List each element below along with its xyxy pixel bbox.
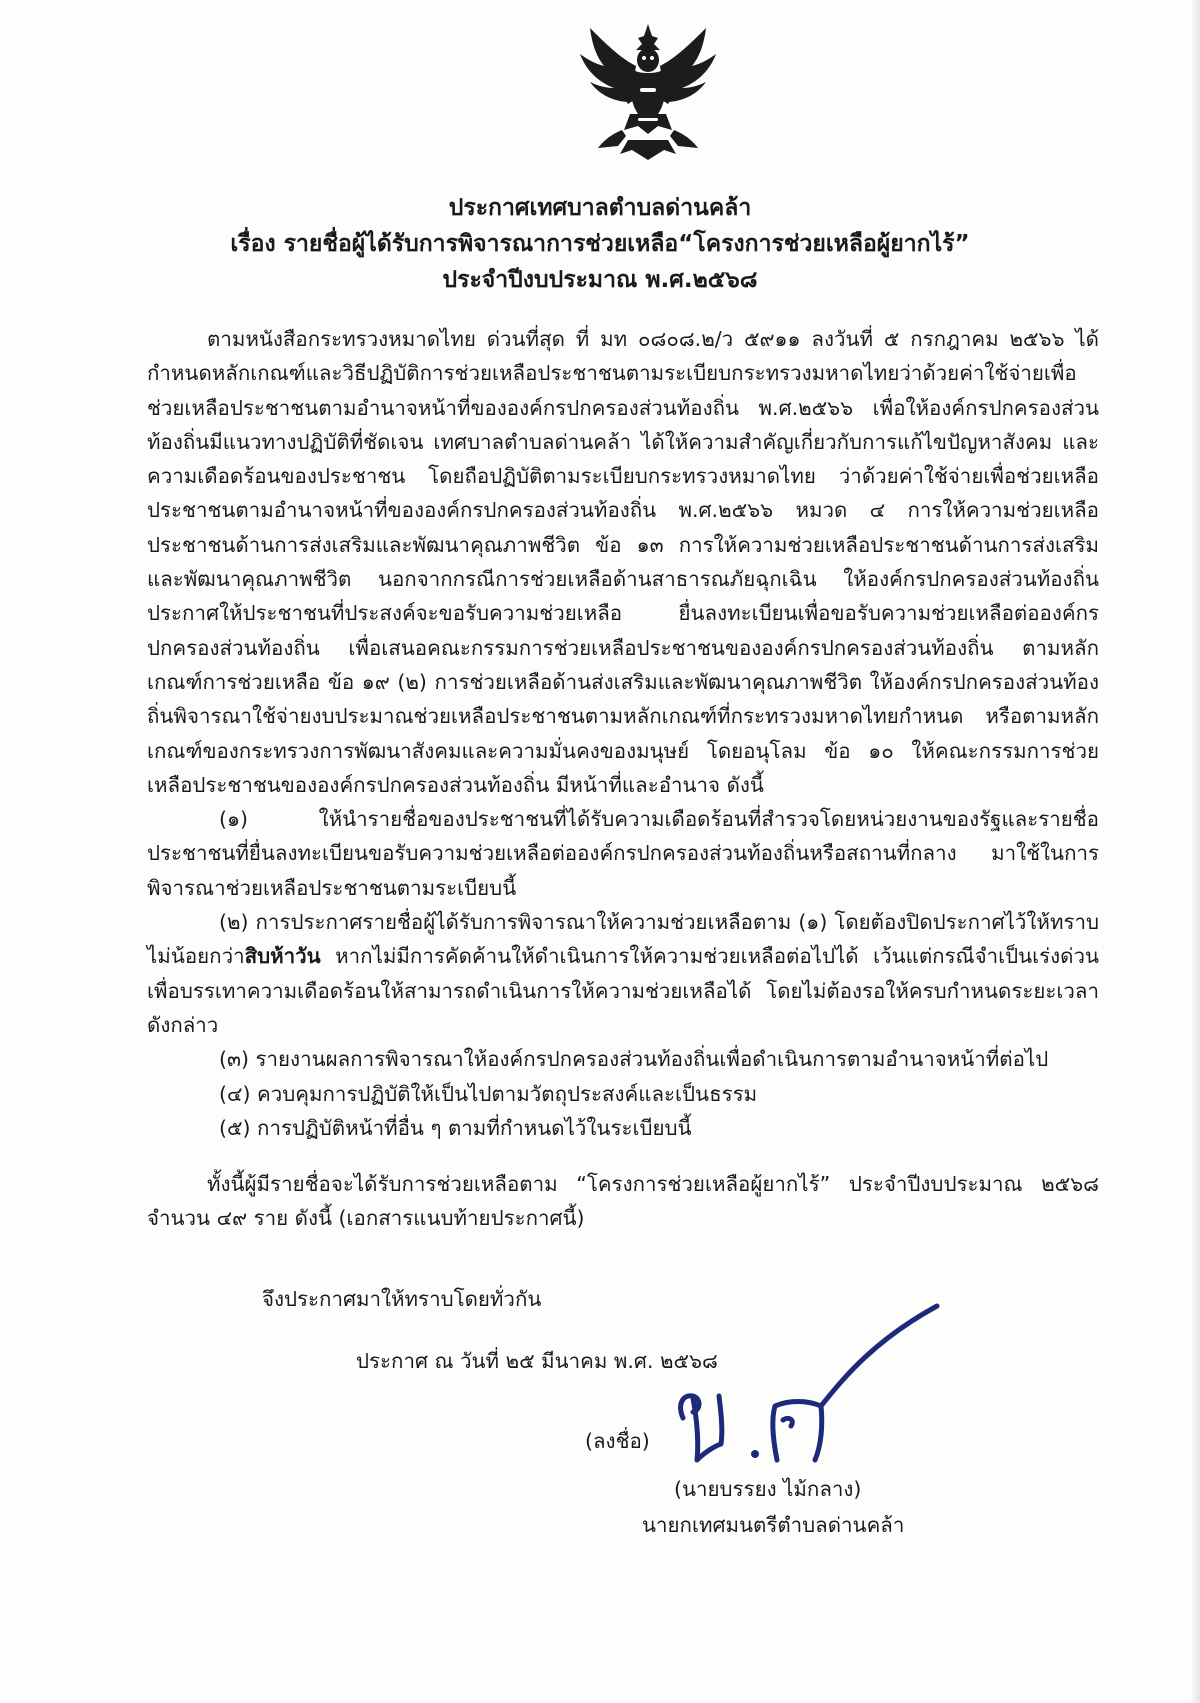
signer-name: (นายบรรยง ไม้กลาง) xyxy=(674,1477,862,1501)
item-4: (๔) ควบคุมการปฏิบัติให้เป็นไปตามวัตถุประสงค์และเป็นธรรม xyxy=(219,1081,758,1106)
summary-paragraph: ทั้งนี้ผู้มีรายชื่อจะได้รับการช่วยเหลือตาม “โครงการช่วยเหลือผู้ยากไร้” ประจำปีงบประมาณ ๒๕๖๘ จำนวน ๔๙ ราย ดังนี้ (เอกสารแนบท้ายประกาศนี้) xyxy=(147,1172,1099,1231)
announcement-subject: เรื่อง รายชื่อผู้ได้รับการพิจารณาการช่วยเหลือ“โครงการช่วยเหลือผู้ยากไร้” xyxy=(230,231,970,257)
announcement-header xyxy=(0,190,1200,298)
announcement-title: ประกาศเทศบาลตำบลด่านคล้า xyxy=(448,195,752,221)
main-paragraph: ตามหนังสือกระทรวงหมาดไทย ด่วนที่สุด ที่ มท ๐๘๐๘.๒/ว ๕๙๑๑ ลงวันที่ ๕ กรกฎาคม ๒๕๖๖ ได้กำหนดหลักเกณฑ์และวิธีปฏิบัติการช่วยเหลือประชาชนตามระเบียบกระทรวงมหาดไทยว่าด้วยค่าใช้จ่ายเพื่อช่วยเหลือประชาชนตามอำนาจหน้าที่ขององค์กรปกครองส่วนท้องถิ่น พ.ศ.๒๕๖๖ เพื่อให้องค์กรปกครองส่วนท้องถิ่นมีแนวทางปฏิบัติที่ชัดเจน เทศบาลตำบลด่านคล้า ได้ให้ความสำคัญเกี่ยวกับการแก้ไขปัญหาสังคม และความเดือดร้อนของประชาชน โดยถือปฏิบัติตามระเบียบกระทรวงหมาดไทย ว่าด้วยค่าใช้จ่ายเพื่อช่วยเหลือประชาชนตามอำนาจหน้าที่ขององค์กรปกครองส่วนท้องถิ่น พ.ศ.๒๕๖๖ หมวด ๔ การให้ความช่วยเหลือประชาชนด้านการส่งเสริมและพัฒนาคุณภาพชีวิต ข้อ ๑๓ การให้ความช่วยเหลือประชาชนด้านการส่งเสริมและพัฒนาคุณภาพชีวิต นอกจากกรณีการช่วยเหลือด้านสาธารณภัยฉุกเฉิน ให้องค์กรปกครองส่วนท้องถิ่นประกาศให้ประชาชนที่ประสงค์จะขอรับความช่วยเหลือ ยื่นลงทะเบียนเพื่อขอรับความช่วยเหลือต่อองค์กรปกครองส่วนท้องถิ่น เพื่อเสนอคณะกรรมการช่วยเหลือประชาชนขององค์กรปกครองส่วนท้องถิ่น ตามหลักเกณฑ์การช่วยเหลือ ข้อ ๑๙ (๒) การช่วยเหลือด้านส่งเสริมและพัฒนาคุณภาพชีวิต ให้องค์กรปกครองส่วนท้องถิ่นพิจารณาใช้จ่ายงบประมาณช่วยเหลือประชาชนตามหลักเกณฑ์ที่กระทรวงมหาดไทยกำหนด หรือตามหลักเกณฑ์ของกระทรวงการพัฒนาสังคมและความมั่นคงของมนุษย์ โดยอนุโลม ข้อ ๑๐ ให้คณะกรรมการช่วยเหลือประชาชนขององค์กรปกครองส่วนท้องถิ่น มีหน้าที่และอำนาจ ดังนี้ xyxy=(147,327,1099,797)
item-5: (๕) การปฏิบัติหน้าที่อื่น ๆ ตามที่กำหนดไว้ในระเบียบนี้ xyxy=(219,1115,692,1140)
signer-title: นายกเทศมนตรีตำบลด่านคล้า xyxy=(642,1513,905,1537)
garuda-emblem-icon xyxy=(568,22,728,164)
signature-image xyxy=(675,1300,945,1500)
item-1: (๑) ให้นำรายชื่อของประชาชนที่ได้รับความเดือดร้อนที่สำรวจโดยหน่วยงานของรัฐและรายชื่อประชาชนที่ยื่นลงทะเบียนขอรับความช่วยเหลือต่อองค์กรปกครองส่วนท้องถิ่นหรือสถานที่กลาง มาใช้ในการพิจารณาช่วยเหลือประชาชนตามระเบียบนี้ xyxy=(147,807,1099,900)
announcement-date: ประกาศ ณ วันที่ ๒๕ มีนาคม พ.ศ. ๒๕๖๘ xyxy=(356,1349,718,1373)
item-3: (๓) รายงานผลการพิจารณาให้องค์กรปกครองส่วนท้องถิ่นเพื่อดำเนินการตามอำนาจหน้าที่ต่อไป xyxy=(219,1047,1049,1072)
item-2-text-a: (๒) การประกาศรายชื่อผู้ได้รับการพิจารณาให้ความช่วยเหลือตาม (๑) โดยต้องปิดประกาศไว้ให้ทราบไม่น้อยกว่า xyxy=(147,910,1099,969)
announcement-body xyxy=(147,322,1099,1236)
item-2 xyxy=(147,905,1099,1042)
spacer xyxy=(147,1145,1099,1167)
closing-statement: จึงประกาศมาให้ทราบโดยทั่วกัน xyxy=(262,1287,542,1311)
fiscal-year: ประจำปีงบประมาณ พ.ศ.๒๕๖๘ xyxy=(442,267,758,293)
item-2-emphasis: สิบห้าวัน xyxy=(244,944,321,969)
sign-label: (ลงชื่อ) xyxy=(585,1429,650,1453)
item-2-text-b: หากไม่มีการคัดค้านให้ดำเนินการให้ความช่วยเหลือต่อไปได้ เว้นแต่กรณีจำเป็นเร่งด่วนเพื่อบรรเทาความเดือดร้อนให้สามารถดำเนินการให้ความช่วยเหลือได้ โดยไม่ต้องรอให้ครบกำหนดระยะเวลาดังกล่าว xyxy=(147,944,1099,1037)
